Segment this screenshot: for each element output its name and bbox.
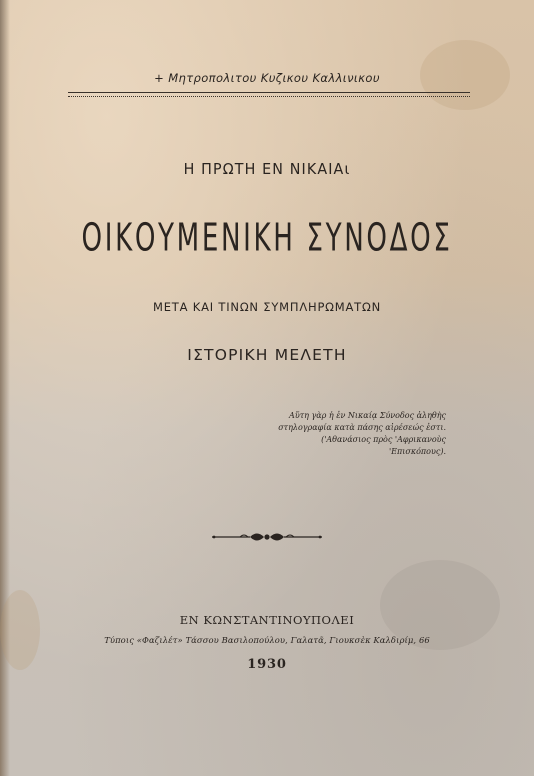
double-rule-divider <box>68 92 470 97</box>
publication-city: ΕΝ ΚΩΝΣΤΑΝΤΙΝΟΥΠΟΛΕΙ <box>179 613 355 627</box>
title-prefix: Η ΠΡΩΤΗ ΕΝ ΝΙΚΑΙΑι <box>183 160 351 178</box>
epigraph-citation: ('Αθανάσιος πρὸς 'Αφρικανοὺς 'Επισκόπους). <box>321 435 446 456</box>
main-title: ΟΙΚΟΥΜΕΝΙΚΗ ΣΥΝΟΔΟΣ <box>81 215 453 260</box>
epigraph-line: στηλογραφία κατὰ πάσης αἱρέσεώς ἐστι. <box>278 423 446 432</box>
genre-line: ΙΣΤΟΡΙΚΗ ΜΕΛΕΤΗ <box>187 346 347 364</box>
author-line: + Μητροπολιτου Κυζικου Καλλινικου <box>154 71 380 85</box>
subtitle: ΜΕΤΑ ΚΑΙ ΤΙΝΩΝ ΣΥΜΠΛΗΡΩΜΑΤΩΝ <box>153 300 381 314</box>
ornament-divider-icon <box>210 528 324 546</box>
epigraph <box>270 410 446 458</box>
printer-line: Τύποις «Φαζιλέτ» Τάσσου Βασιλοπούλου, Γαλατᾶ, Γιουκσὲκ Καλδιρίμ, 66 <box>104 635 430 645</box>
epigraph-line: Αὕτη γὰρ ἡ ἐν Νικαίᾳ Σύνοδος ἀληθὴς <box>289 411 446 420</box>
publication-year: 1930 <box>247 657 287 672</box>
